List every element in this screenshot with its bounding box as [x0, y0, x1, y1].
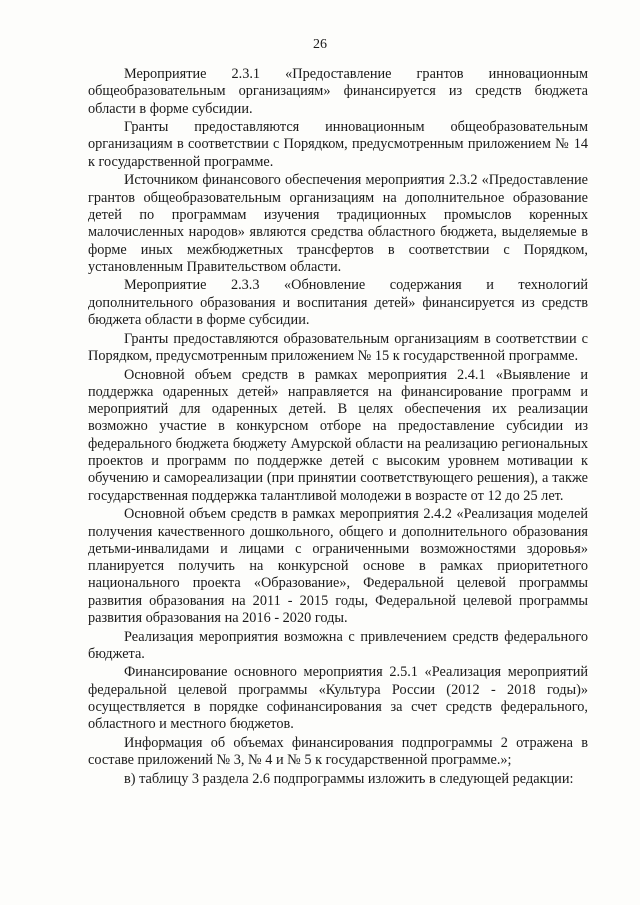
document-body [88, 66, 588, 789]
paragraph-2-3-3: Мероприятие 2.3.3 «Обновление содержания и технологий дополнительного образования и воспитания детей» финансируется из средств бюджета области в форме субсидии. [88, 277, 588, 329]
paragraph-2-5-1: Финансирование основного мероприятия 2.5.1 «Реализация мероприятий федеральной целевой программы «Культура России (2012 - 2018 годы)» осуществляется в порядке софинансирования за счет средств федерального, областного и местного бюджетов. [88, 664, 588, 733]
paragraph-grants-innovative: Гранты предоставляются инновационным общеобразовательным организациям в соответствии с Порядком, предусмотренным приложением № 14 к государственной программе. [88, 119, 588, 170]
paragraph-table-3-instruction: в) таблицу 3 раздела 2.6 подпрограммы изложить в следующей редакции: [124, 770, 574, 787]
paragraph-2-4-2: Основной объем средств в рамках мероприятия 2.4.2 «Реализация моделей получения качественного дошкольного, общего и дополнительного образования детьми-инвалидами и лицами с ограниченными возможностями здоровья» планируется получить на конкурсной основе в рамках приоритетного национального проекта «Образование», Федеральной целевой программы развития образования на 2011 - 2015 годы, Федеральной целевой программы развития образования на 2016 - 2020 годы. [88, 506, 588, 626]
paragraph-2-3-2: Источником финансового обеспечения мероприятия 2.3.2 «Предоставление грантов общеобразовательным организациям на дополнительное образование детей по программам изучения традиционных промыслов коренных малочисленных народов» являются средства областного бюджета, выделяемые в форме иных межбюджетных трансфертов в соответствии с Порядком, установленным Правительством области. [88, 172, 588, 275]
paragraph-2-3-1: Мероприятие 2.3.1 «Предоставление грантов инновационным общеобразовательным организациям» финансируется из средств бюджета области в форме субсидии. [88, 66, 588, 117]
paragraph-financing-info: Информация об объемах финансирования подпрограммы 2 отражена в составе приложений № 3, № 4 и № 5 к государственной программе.»; [88, 734, 588, 769]
paragraph-federal-budget: Реализация мероприятия возможна с привлечением средств федерального бюджета. [88, 628, 588, 662]
paragraph-2-4-1: Основной объем средств в рамках мероприятия 2.4.1 «Выявление и поддержка одаренных детей» направляется на финансирование программ и мероприятий для одаренных детей. В целях обеспечения их реализации возможно участие в конкурсном отборе на предоставление субсидии из федерального бюджета бюджету Амурской области на реализацию региональных проектов и программ по поддержке детей с высоким уровнем мотивации к обучению и самореализации (при принятии соответствующего решения), а также государственная поддержка талантливой молодежи в возрасте от 12 до 25 лет. [88, 366, 588, 504]
page-number: 26 [313, 37, 327, 52]
paragraph-grants-educational: Гранты предоставляются образовательным организациям в соответствии с Порядком, предусмотренным приложением № 15 к государственной программе. [88, 330, 588, 364]
